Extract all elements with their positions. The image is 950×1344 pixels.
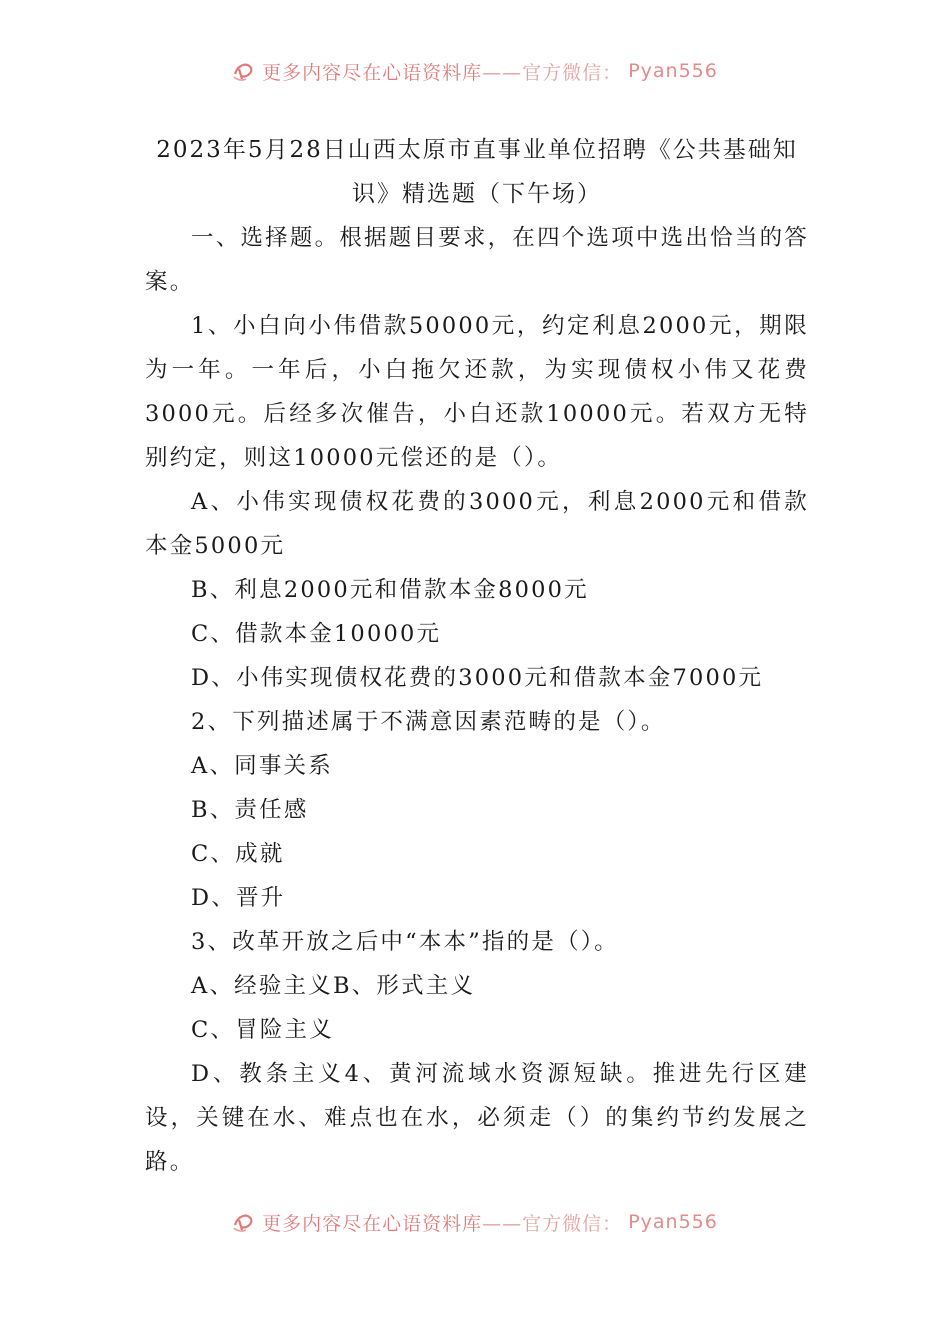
question-2-option-a: A、同事关系 xyxy=(191,753,333,779)
watermark-separator: ——官方微信： xyxy=(482,1212,623,1235)
document-title: 2023年5月28日山西太原市直事业单位招聘《公共基础知识》精选题（下午场） xyxy=(156,137,798,207)
question-1-option-b: B、利息2000元和借款本金8000元 xyxy=(191,577,589,603)
header-watermark xyxy=(0,54,950,88)
question-1-option-d: D、小伟实现债权花费的3000元和借款本金7000元 xyxy=(191,665,764,691)
logo-icon xyxy=(232,60,254,82)
question-3-option-ab: A、经验主义B、形式主义 xyxy=(191,973,476,999)
question-2-option-c: C、成就 xyxy=(191,841,285,867)
watermark-wechat-id: Pyan556 xyxy=(628,1211,718,1233)
question-3: 3、改革开放之后中“本本”指的是（）。 xyxy=(191,929,619,955)
watermark-text: 更多内容尽在心语资料库 xyxy=(262,61,483,84)
question-1-option-c: C、借款本金10000元 xyxy=(191,621,442,647)
watermark-separator: ——官方微信： xyxy=(482,61,623,84)
question-1-option-a: A、小伟实现债权花费的3000元，利息2000元和借款本金5000元 xyxy=(145,489,809,559)
question-3-option-c: C、冒险主义 xyxy=(191,1017,334,1043)
question-1: 1、小白向小伟借款50000元，约定利息2000元，期限为一年。一年后，小白拖欠还款，为实现债权小伟又花费3000元。后经多次催告，小白还款10000元。若双方无特别约定，则这10000元偿还的是（）。 xyxy=(145,313,809,471)
question-2-option-b: B、责任感 xyxy=(191,797,309,823)
question-2-option-d: D、晋升 xyxy=(191,885,286,911)
document-body xyxy=(145,128,809,1184)
watermark-wechat-id: Pyan556 xyxy=(628,60,718,82)
section-heading: 一、选择题。根据题目要求，在四个选项中选出恰当的答案。 xyxy=(145,225,809,295)
watermark-text: 更多内容尽在心语资料库 xyxy=(262,1212,483,1235)
question-3-option-d-and-question-4: D、教条主义4、黄河流域水资源短缺。推进先行区建设，关键在水、难点也在水，必须走（）的集约节约发展之路。 xyxy=(145,1061,809,1175)
question-2: 2、下列描述属于不满意因素范畴的是（）。 xyxy=(191,709,666,735)
footer-watermark xyxy=(0,1205,950,1239)
logo-icon xyxy=(232,1211,254,1233)
